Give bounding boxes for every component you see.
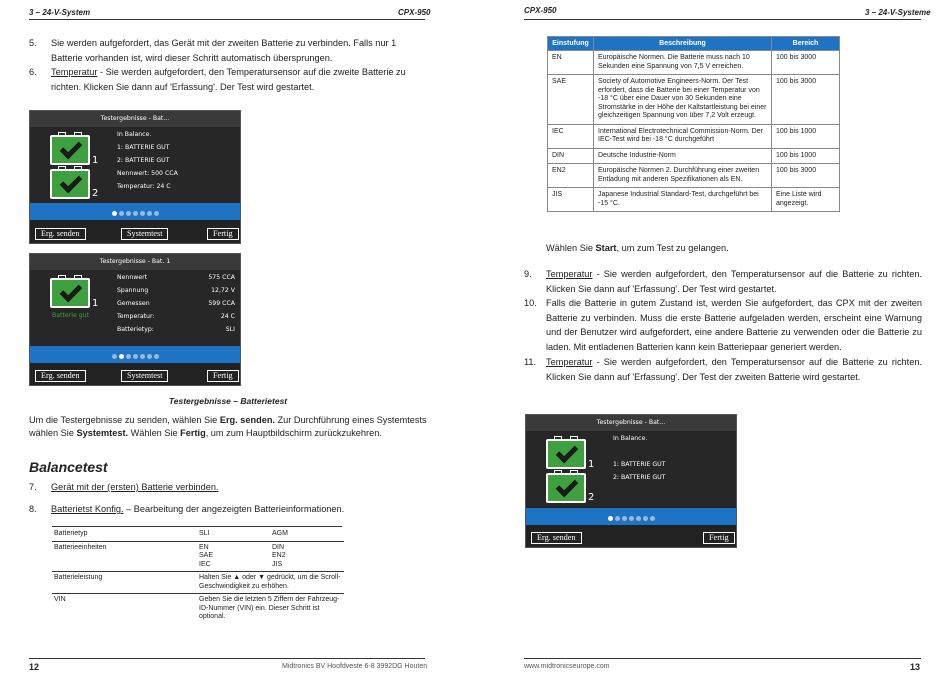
header-right: CPX-950 <box>398 8 431 17</box>
step-10: 10. Falls die Batterie in gutem Zustand ist, werden Sie aufgefordert, das CPX mit der zweiten Batterie zu verbinden. Muss die erste Batterie aufgeladen werden, erscheint eine Warnung und der Benutzer wird aufgefordert, eine andere Batterie zu verwenden oder die Batterie zu laden. Mit entladenen Batterien kann kein Batteriepaar generiert werden. <box>524 298 922 352</box>
step-11: 11. Temperatur - Sie werden aufgefordert, den Temperatursensor auf die Batterie zu richten. Klicken Sie dann auf 'Erfassung'. Der Test der zweiten Batterie wird gestartet. <box>524 357 922 382</box>
row-value: 12,72 V <box>211 287 235 294</box>
table-row: DIN Deutsche Industrie-Norm 100 bis 1000 <box>548 148 840 164</box>
header-right: 3 – 24-V-Systeme <box>865 8 931 17</box>
temperature-link[interactable]: Temperatur <box>546 269 593 279</box>
screen-title: Testergebnisse - Bat... <box>526 415 736 431</box>
header-left: 3 – 24-V-System <box>29 8 91 17</box>
footer-address: Midtronics BV Hoofdveste 6-8 3992DG Houten <box>282 663 428 670</box>
start-paragraph: Wählen Sie Start, um zum Test zu gelangen. <box>546 243 729 253</box>
table-row: Batterietyp SLI AGM <box>54 530 288 537</box>
done-button[interactable]: Fertig <box>207 228 239 240</box>
screen-line: 1: BATTERIE GUT <box>613 461 666 468</box>
right-page <box>475 0 950 693</box>
step-9: 9. Temperatur - Sie werden aufgefordert, den Temperatursensor auf die Batterie zu richten. Klicken Sie dann auf 'Erfassung'. Der Test wird gestartet. <box>524 269 922 294</box>
system-test-button[interactable]: Systemtest <box>121 228 168 240</box>
step-5: 5. Sie werden aufgefordert, das Gerät mit der zweiten Batterie zu verbinden. Falls nur 1 Batterie vorhanden ist, wird dieser Schritt automatisch übersprungen. <box>29 38 397 63</box>
page-number: 13 <box>910 662 921 672</box>
header-rule <box>524 19 921 20</box>
footer-website: www.midtronicseurope.com <box>524 663 610 670</box>
table-row: Batterieleistung Halten Sie ▲ oder ▼ gedrückt, um die Scroll-Geschwindigkeit zu erhöhen. <box>52 572 344 594</box>
battery-check-icon <box>50 135 90 165</box>
battery-check-icon <box>50 278 90 308</box>
page-indicator <box>30 346 240 363</box>
battery-number: 2 <box>92 188 99 199</box>
battery-check-icon <box>50 169 90 199</box>
row-value: 24 C <box>220 313 235 320</box>
battery-number: 2 <box>588 492 595 503</box>
page-indicator <box>30 203 240 220</box>
temperature-link[interactable]: Temperatur <box>546 357 593 367</box>
table-row: EN2 Europäische Normen 2. Durchführung einer zweiten Entladung mit anderen Spezifikationen als EN. 100 bis 3000 <box>548 164 840 188</box>
table-row: EN Europäische Normen. Die Batterie muss nach 10 Sekunden eine Spannung von 7,5 V erreichen. 100 bis 3000 <box>548 51 840 75</box>
step-6: 6. Temperatur - Sie werden aufgefordert, den Temperatursensor auf die zweite Batterie zu richten. Klicken Sie dann auf 'Erfassung'. Der Test wird gestartet. <box>29 67 406 92</box>
screen-line: In Balance. <box>117 131 152 138</box>
screen-line: In Balance. <box>613 435 648 442</box>
screen-line: 2: BATTERIE GUT <box>613 474 666 481</box>
screen-line: Nennwert: 500 CCA <box>117 170 178 177</box>
row-label: Temperatur: <box>117 313 155 320</box>
result-screen-balance <box>525 414 737 548</box>
screen-line: 2: BATTERIE GUT <box>117 157 170 164</box>
page-indicator <box>526 508 736 525</box>
table-row: VIN Geben Sie die letzten 5 Ziffern der Fahrzeug-ID-Nummer (VIN) ein. Dieser Schritt ist optional. <box>52 594 344 624</box>
send-results-paragraph: Um die Testergebnisse zu senden, wählen Sie Erg. senden. Zur Durchführung eines Systemtests wählen Sie Systemtest. Wählen Sie Fertig, um zum Hauptbildschirm zurückzukehren. <box>29 415 427 438</box>
result-screen-battery-1 <box>29 253 241 386</box>
battery-number: 1 <box>588 459 595 470</box>
step-8: 8. Batterietst Konfig. – Bearbeitung der angezeigten Batterieinformationen. <box>29 504 345 514</box>
page-number: 12 <box>29 662 40 672</box>
start-label: Start <box>595 243 617 253</box>
battery-config-table <box>52 528 344 624</box>
temperature-link[interactable]: Temperatur <box>51 67 98 77</box>
row-value: 599 CCA <box>208 300 235 307</box>
header-left: CPX-950 <box>524 6 557 15</box>
table-row: Batterieeinheiten EN SAE IEC DIN EN2 JIS <box>52 541 344 572</box>
figure-caption: Testergebnisse – Batterietest <box>168 396 288 406</box>
row-value: 575 CCA <box>208 274 235 281</box>
section-title: Balancetest <box>29 459 108 475</box>
battery-number: 1 <box>92 155 99 166</box>
system-test-button[interactable]: Systemtest <box>121 370 168 382</box>
battery-check-icon <box>546 439 586 469</box>
result-screen-balance <box>29 110 241 244</box>
screen-line: Temperatur: 24 C <box>117 183 171 190</box>
send-results-button[interactable]: Erg. senden <box>35 228 86 240</box>
screen-title: Testergebnisse - Bat... <box>30 111 240 127</box>
table-row: JIS Japanese Industrial Standard-Test, durchgeführt bei -15 °C. Eine Liste wird angezeigt. <box>548 188 840 212</box>
standards-table: Einstufung Beschreibung Bereich EN Europäische Normen. Die Batterie muss nach 10 Sekunden eine Spannung von 7,5 V erreichen. 100 bis 3000 SAE Society of Automotive Engineers-Norm. Der Test erfordert, dass die Batterie bei einer Temperatur von -18 °C über eine Dauer von 30 Sekunden eine Stromstärke in der Höhe der Kaltstartleistung bei einer gleichzeitigen Spannung von über 7,2 Volt erzeugt. 100 bis 3000 IEC International Electrotechnical Commission-Norm. Der IEC-Test wird bei -18 °C durchgeführt 100 bis 1000 DIN Deutsche Industrie-Norm 100 bis 1000 EN2 Europäische Normen 2. Durchführung einer zweiten Entladung mit anderen Spezifikationen als EN. 100 bis 3000 JIS Japanese Industrial Standard-Test, durchgeführt bei -15 °C. Eine Liste wird angezeigt. <box>547 36 840 212</box>
battery-check-icon <box>546 473 586 503</box>
table-row: IEC International Electrotechnical Commission-Norm. Der IEC-Test wird bei -18 °C durchgeführt 100 bis 1000 <box>548 124 840 148</box>
row-value: SLI <box>225 326 235 333</box>
send-results-button[interactable]: Erg. senden <box>531 532 582 544</box>
screen-line: 1: BATTERIE GUT <box>117 144 170 151</box>
battery-status: Batterie gut <box>52 312 90 319</box>
battery-number: 1 <box>92 298 99 309</box>
step-7: 7. Gerät mit der (ersten) Batterie verbinden. <box>29 482 219 492</box>
row-label: Spannung <box>117 287 149 294</box>
table-row: SAE Society of Automotive Engineers-Norm. Der Test erfordert, dass die Batterie bei einer Temperatur von -18 °C über eine Dauer von 30 Sekunden eine Stromstärke in der Höhe der Kaltstartleistung bei einer gleichzeitigen Spannung von über 7,2 Volt erzeugt. 100 bis 3000 <box>548 75 840 125</box>
row-label: Gemessen <box>117 300 150 307</box>
battery-test-config-link[interactable]: Batterietst Konfig. <box>51 504 124 514</box>
done-button[interactable]: Fertig <box>703 532 735 544</box>
send-results-button[interactable]: Erg. senden <box>35 370 86 382</box>
screen-title: Testergebnisse - Bat. 1 <box>30 254 240 270</box>
row-label: Nennwert <box>117 274 148 281</box>
header-rule <box>29 19 425 20</box>
done-button[interactable]: Fertig <box>207 370 239 382</box>
row-label: Batterietyp: <box>117 326 154 333</box>
